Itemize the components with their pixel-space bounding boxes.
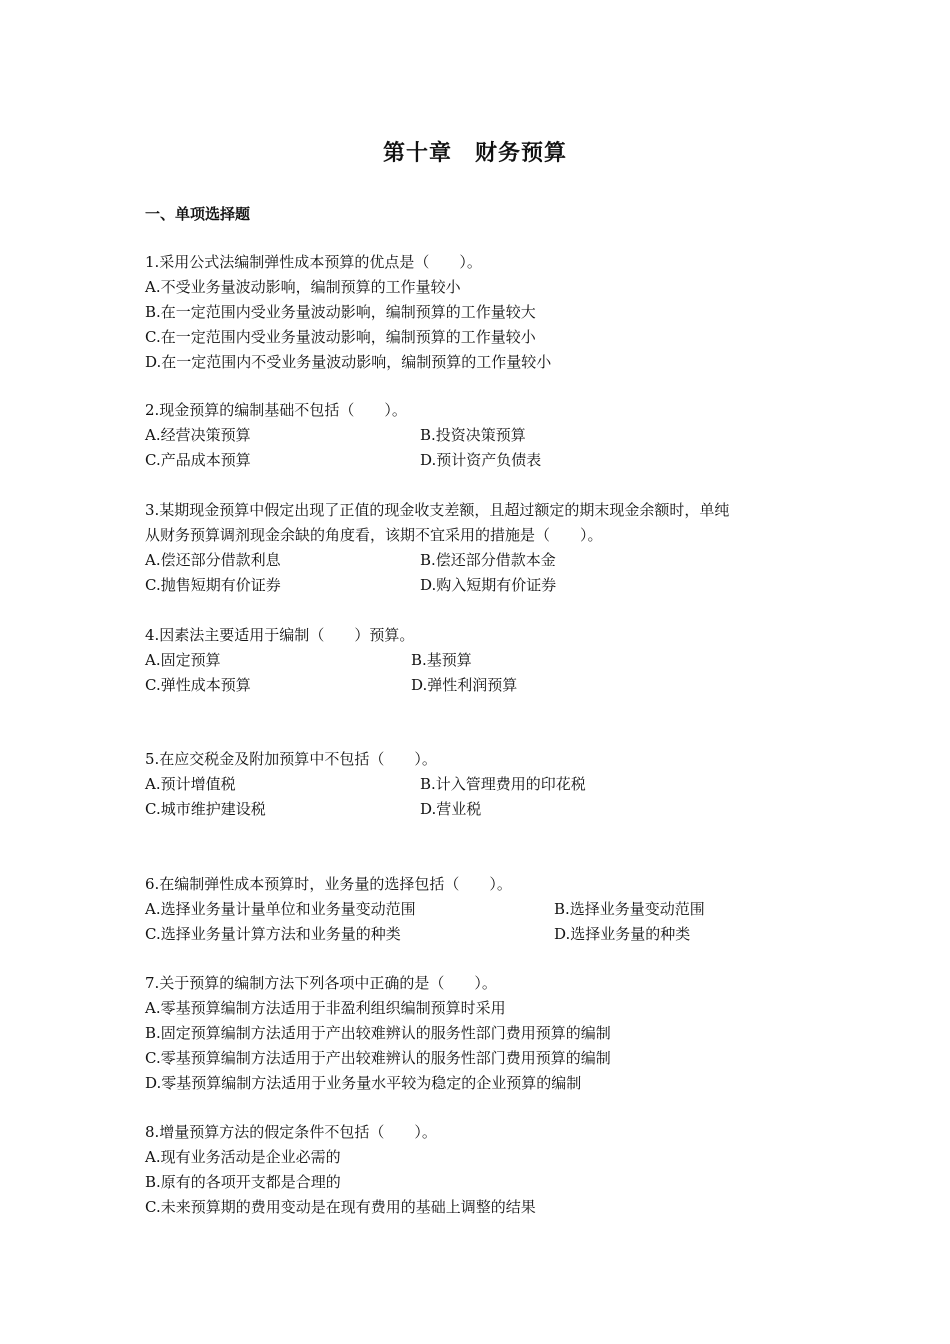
option-d: D.营业税 bbox=[420, 800, 482, 818]
chapter-title: 第十章 财务预算 bbox=[382, 141, 567, 166]
option-row bbox=[145, 548, 729, 573]
option-row bbox=[145, 573, 729, 598]
option-row bbox=[145, 648, 472, 673]
option-a: A.经营决策预算 bbox=[145, 426, 251, 444]
option-a: A.选择业务量计量单位和业务量变动范围 bbox=[145, 900, 416, 918]
option-row bbox=[145, 673, 518, 698]
option-a: A.偿还部分借款利息 bbox=[145, 551, 281, 569]
option-c: C.零基预算编制方法适用于产出较难辨认的服务性部门费用预算的编制 bbox=[145, 1049, 611, 1067]
option-a: A.固定预算 bbox=[145, 651, 221, 669]
option-c: C.抛售短期有价证券 bbox=[145, 576, 281, 594]
option-c: C.弹性成本预算 bbox=[145, 676, 251, 694]
question-3 bbox=[145, 498, 729, 598]
option-d: D.弹性利润预算 bbox=[411, 676, 518, 694]
question-stem: 7.关于预算的编制方法下列各项中正确的是（ ）。 bbox=[145, 974, 497, 992]
option-row bbox=[145, 448, 542, 473]
option-c: C.未来预算期的费用变动是在现有费用的基础上调整的结果 bbox=[145, 1198, 536, 1216]
question-stem-line-2: 从财务预算调剂现金余缺的角度看，该期不宜采用的措施是（ ）。 bbox=[145, 526, 603, 544]
option-row bbox=[145, 897, 705, 922]
option-d: D.在一定范围内不受业务量波动影响，编制预算的工作量较小 bbox=[145, 353, 552, 371]
option-d: D.选择业务量的种类 bbox=[554, 925, 691, 943]
option-d: D.零基预算编制方法适用于业务量水平较为稳定的企业预算的编制 bbox=[145, 1074, 582, 1092]
option-b: B.投资决策预算 bbox=[420, 426, 526, 444]
option-b: B.选择业务量变动范围 bbox=[554, 900, 705, 918]
question-stem: 1.采用公式法编制弹性成本预算的优点是（ ）。 bbox=[145, 253, 482, 271]
option-b: B.在一定范围内受业务量波动影响，编制预算的工作量较大 bbox=[145, 303, 536, 321]
question-5 bbox=[145, 747, 586, 822]
option-b: B.计入管理费用的印花税 bbox=[420, 775, 586, 793]
question-6 bbox=[145, 872, 705, 947]
option-a: A.零基预算编制方法适用于非盈利组织编制预算时采用 bbox=[145, 999, 506, 1017]
section-heading: 一、单项选择题 bbox=[145, 205, 251, 223]
question-2 bbox=[145, 398, 542, 473]
option-b: B.原有的各项开支都是合理的 bbox=[145, 1173, 341, 1191]
option-c: C.城市维护建设税 bbox=[145, 800, 266, 818]
option-b: B.偿还部分借款本金 bbox=[420, 551, 556, 569]
option-b: B.固定预算编制方法适用于产出较难辨认的服务性部门费用预算的编制 bbox=[145, 1024, 611, 1042]
option-row bbox=[145, 772, 586, 797]
option-c: C.在一定范围内受业务量波动影响，编制预算的工作量较小 bbox=[145, 328, 536, 346]
option-a: A.预计增值税 bbox=[145, 775, 236, 793]
option-c: C.产品成本预算 bbox=[145, 451, 251, 469]
question-stem: 4.因素法主要适用于编制（ ）预算。 bbox=[145, 626, 415, 644]
question-4 bbox=[145, 623, 518, 698]
question-stem: 6.在编制弹性成本预算时，业务量的选择包括（ ）。 bbox=[145, 875, 512, 893]
option-c: C.选择业务量计算方法和业务量的种类 bbox=[145, 925, 401, 943]
question-8 bbox=[145, 1120, 536, 1220]
question-stem: 5.在应交税金及附加预算中不包括（ ）。 bbox=[145, 750, 437, 768]
option-row bbox=[145, 922, 691, 947]
option-b: B.基预算 bbox=[411, 651, 472, 669]
option-row bbox=[145, 797, 482, 822]
option-d: D.预计资产负债表 bbox=[420, 451, 542, 469]
question-1 bbox=[145, 250, 551, 375]
question-stem: 2.现金预算的编制基础不包括（ ）。 bbox=[145, 401, 407, 419]
option-d: D.购入短期有价证券 bbox=[420, 576, 557, 594]
option-a: A.不受业务量波动影响，编制预算的工作量较小 bbox=[145, 278, 461, 296]
question-stem: 8.增量预算方法的假定条件不包括（ ）。 bbox=[145, 1123, 437, 1141]
question-7 bbox=[145, 971, 611, 1096]
question-stem-line-1: 3.某期现金预算中假定出现了正值的现金收支差额，且超过额定的期末现金余额时，单纯 bbox=[145, 501, 730, 519]
option-a: A.现有业务活动是企业必需的 bbox=[145, 1148, 341, 1166]
option-row bbox=[145, 423, 526, 448]
